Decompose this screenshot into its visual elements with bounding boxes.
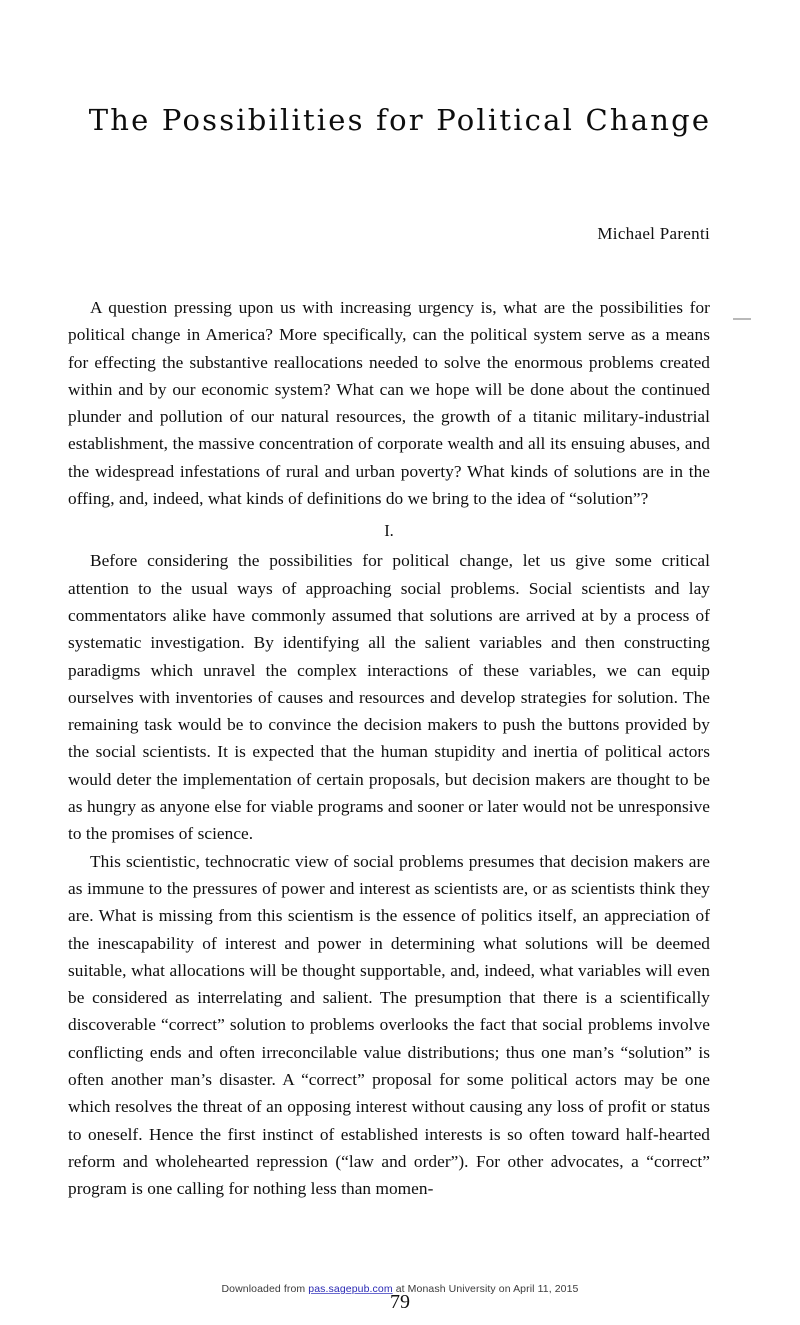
- body-text-block: [68, 294, 710, 1203]
- section-number-one: I.: [384, 521, 394, 541]
- page-number: 79: [390, 1291, 410, 1313]
- download-stamp-prefix: Downloaded from: [221, 1283, 309, 1295]
- sagepub-link[interactable]: pas.sagepub.com: [308, 1283, 393, 1295]
- download-stamp-suffix: at Monash University on April 11, 2015: [392, 1283, 579, 1295]
- paragraph-section-one-1: Before considering the possibilities for political change, let us give some critical attention to the usual ways of approaching social problems. Social scientists and lay commentators alike have commonly assumed that solutions are arrived at by a process of systematic investigation. By identifying all the salient variables and then constructing paradigms which unravel the complex interactions of these variables, we can equip ourselves with inventories of causes and resources and develop strategies for solution. The remaining task would be to convince the decision makers to push the buttons provided by the social scientists. It is expected that the human stupidity and inertia of political actors would deter the implementation of certain proposals, but decision makers are thought to be as hungry as anyone else for viable programs and sooner or later would not be unresponsive to the promises of science.: [68, 551, 710, 844]
- scan-artifact-mark: [733, 318, 751, 320]
- author-byline: Michael Parenti: [597, 224, 710, 243]
- paragraph-section-one-2: This scientistic, technocratic view of social problems presumes that decision makers are as immune to the pressures of power and interest as scientists are, or as scientists think they are. What is missing from this scientism is the essence of politics itself, an appreciation of the inescapability of interest and power in determining what solutions will be deemed suitable, what allocations will be thought supportable, and, indeed, what variables will even be considered as interrelating and salient. The presumption that there is a scientifically discoverable “correct” solution to problems overlooks the fact that social problems involve conflicting ends and often irreconcilable value distributions; thus one man’s “solution” is often another man’s disaster. A “correct” proposal for some political actors may be one which resolves the threat of an opposing interest without causing any loss of profit or status to oneself. Hence the first instinct of established interests is so often toward half-hearted reform and wholehearted repression (“law and order”). For other advocates, a “correct” program is one calling for nothing less than momen-: [68, 851, 710, 1199]
- page-title: The Possibilities for Political Change: [88, 103, 712, 138]
- paragraph-opening-1: A question pressing upon us with increasing urgency is, what are the possibilities for political change in America? More specifically, can the political system serve as a means for effecting the substantive reallocations needed to solve the enormous problems created within and by our economic system? What can we hope will be done about the continued plunder and pollution of our natural resources, the growth of a titanic military-industrial establishment, the massive concentration of corporate wealth and all its ensuing abuses, and the widespread infestations of rural and urban poverty? What kinds of solutions are in the offing, and, indeed, what kinds of definitions do we bring to the idea of “solution”?: [68, 298, 710, 509]
